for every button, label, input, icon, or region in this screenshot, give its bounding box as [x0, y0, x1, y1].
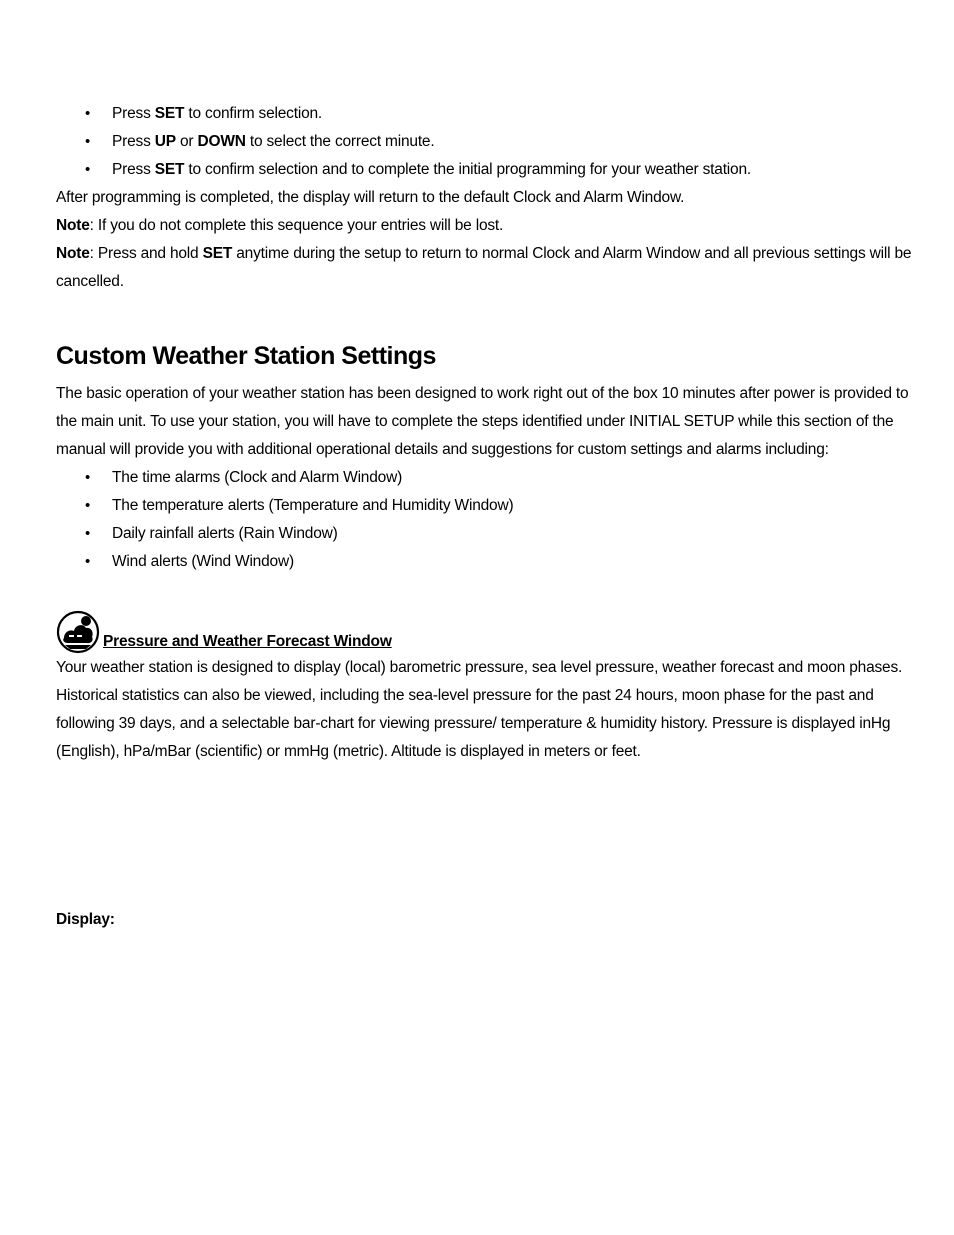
list-item	[56, 128, 926, 156]
list-item-text: Press SET to confirm selection.	[112, 105, 323, 122]
note-paragraph: Note: If you do not complete this sequence your entries will be lost.	[56, 217, 504, 234]
after-programming-text: After programming is completed, the display will return to the default Clock and Alarm Window.	[56, 189, 685, 206]
bullet-glyph: •	[85, 553, 91, 570]
document-page	[56, 100, 926, 934]
list-item-text: The time alarms (Clock and Alarm Window)	[112, 469, 403, 486]
list-item	[56, 520, 926, 548]
weather-forecast-icon	[56, 610, 100, 654]
section-title: Custom Weather Station Settings	[56, 342, 436, 370]
pressure-heading: Pressure and Weather Forecast Window	[103, 633, 392, 650]
bullet-glyph: •	[85, 525, 91, 542]
pressure-subheading	[56, 610, 926, 654]
list-item	[56, 100, 926, 128]
note-paragraph: Note: Press and hold SET anytime during the setup to return to normal Clock and Alarm Window and all previous settings will be cancelled.	[56, 245, 912, 290]
note-label: Note	[56, 217, 90, 234]
list-item-text: Press SET to confirm selection and to complete the initial programming for your weather station.	[112, 161, 751, 178]
bullet-glyph: •	[85, 133, 91, 150]
bullet-glyph: •	[85, 497, 91, 514]
list-item	[56, 464, 926, 492]
list-item	[56, 492, 926, 520]
bullet-glyph: •	[85, 105, 91, 122]
list-item	[56, 548, 926, 576]
bullet-glyph: •	[85, 161, 91, 178]
list-item-text: Press UP or DOWN to select the correct minute.	[112, 133, 435, 150]
list-item-text: Wind alerts (Wind Window)	[112, 553, 294, 570]
list-item-text: The temperature alerts (Temperature and Humidity Window)	[112, 497, 514, 514]
alarm-types-list	[56, 464, 926, 576]
setup-steps-list	[56, 100, 926, 184]
list-item-text: Daily rainfall alerts (Rain Window)	[112, 525, 338, 542]
pressure-body: Your weather station is designed to display (local) barometric pressure, sea level pressure, weather forecast and moon phases. Historical statistics can also be viewed, including the sea-level pressure for the past 24 hours, moon phase for the past and following 39 days, and a selectable bar-chart for viewing pressure/ temperature & humidity history. Pressure is displayed inHg (English), hPa/mBar (scientific) or mmHg (metric). Altitude is displayed in meters or feet.	[56, 659, 903, 760]
list-item	[56, 156, 926, 184]
note-label: Note	[56, 245, 90, 262]
display-label: Display:	[56, 911, 115, 928]
section-intro: The basic operation of your weather station has been designed to work right out of the box 10 minutes after power is provided to the main unit. To use your station, you will have to complete the steps identified under INITIAL SETUP while this section of the manual will provide you with additional operational details and suggestions for custom settings and alarms including:	[56, 385, 909, 458]
bullet-glyph: •	[85, 469, 91, 486]
